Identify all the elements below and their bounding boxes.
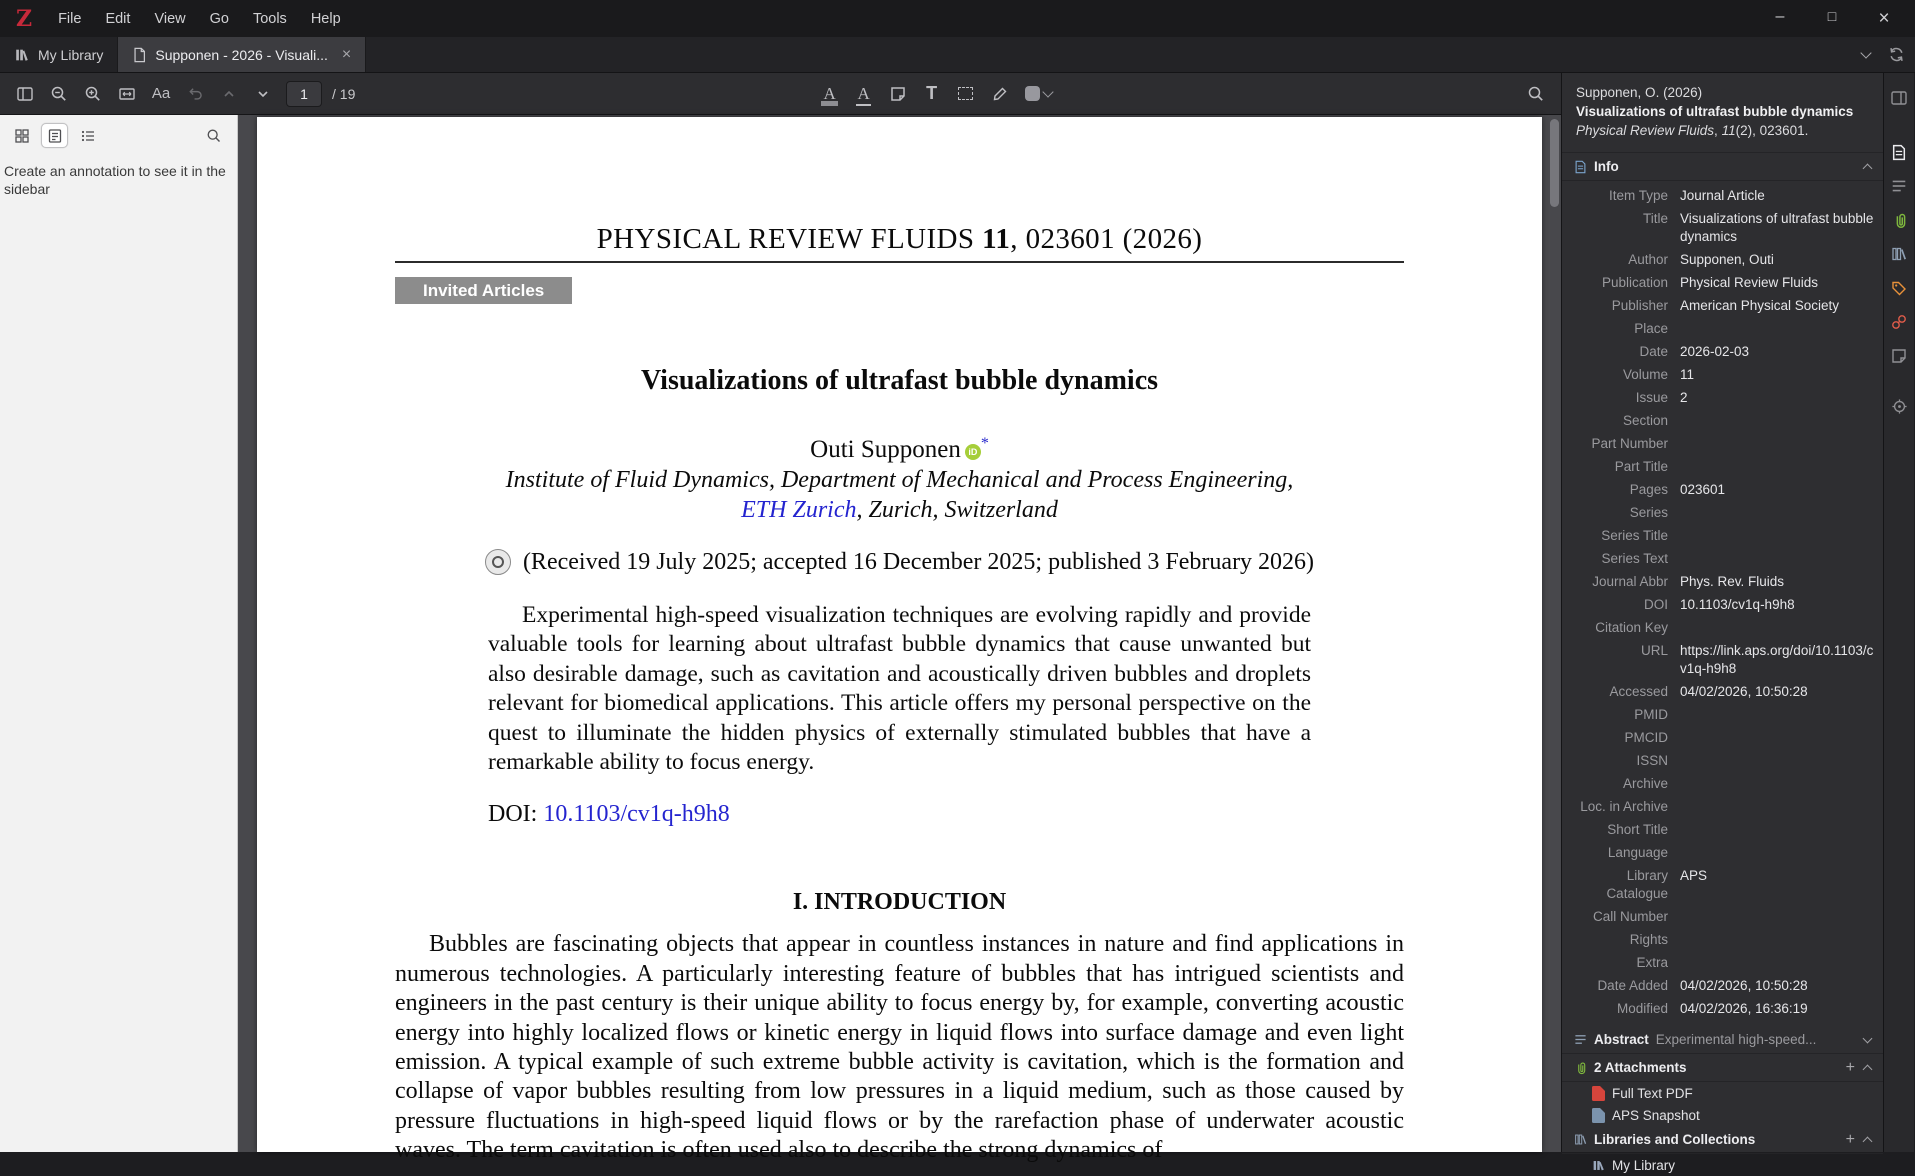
info-field-label: Title <box>1642 210 1668 226</box>
info-field-row <box>1574 271 1875 294</box>
sidenav-abstract-button[interactable] <box>1886 173 1912 199</box>
info-field-label: Language <box>1607 844 1668 860</box>
info-field-label: Rights <box>1629 931 1668 947</box>
info-field-value[interactable]: 04/02/2026, 16:36:19 <box>1680 1000 1808 1016</box>
info-field-row <box>1574 524 1875 547</box>
info-field-label: Date Added <box>1597 977 1668 993</box>
affiliation-line-2: ETH Zurich, Zurich, Switzerland <box>741 497 1058 523</box>
attachment-aps-snapshot[interactable] <box>1562 1104 1883 1126</box>
search-icon <box>1527 85 1545 103</box>
library-item-my-library[interactable] <box>1562 1154 1883 1176</box>
info-field-row <box>1574 864 1875 905</box>
info-field-label: Accessed <box>1609 683 1668 699</box>
menu-edit[interactable]: Edit <box>105 10 131 27</box>
tab-label: Supponen - 2026 - Visuali... <box>155 46 328 63</box>
collapse-info-chevron-icon[interactable] <box>1863 164 1873 174</box>
info-field-label: Modified <box>1616 1000 1668 1016</box>
close-window-button[interactable] <box>1873 8 1895 30</box>
info-field-row <box>1574 726 1875 749</box>
attachments-icon <box>1892 212 1907 229</box>
maximize-button[interactable] <box>1821 8 1843 30</box>
info-field-label: Volume <box>1622 366 1668 382</box>
crossmark-icon[interactable] <box>485 549 511 575</box>
toggle-sidebar-button[interactable] <box>10 79 40 109</box>
menu-tools[interactable]: Tools <box>252 10 287 27</box>
info-field-label: Item Type <box>1608 187 1668 203</box>
info-field-label: ISSN <box>1636 752 1668 768</box>
zoom-out-icon <box>50 85 68 103</box>
tab-label: My Library <box>38 46 104 63</box>
affiliation-line-1: Institute of Fluid Dynamics, Department of Mechanical and Process Engineering, <box>505 467 1294 493</box>
info-section-header[interactable] <box>1562 153 1883 181</box>
info-field-label: Short Title <box>1607 821 1668 837</box>
info-field-label: Extra <box>1636 954 1668 970</box>
info-field-row <box>1574 997 1875 1020</box>
library-item-label: My Library <box>1612 1157 1676 1173</box>
info-field-row <box>1574 703 1875 726</box>
note-tool-button[interactable] <box>883 79 913 109</box>
pdf-document-icon <box>132 47 147 63</box>
citation-source: Physical Review Fluids, 11(2), 023601. <box>1576 123 1809 138</box>
info-field-label: Part Title <box>1614 458 1668 474</box>
info-field-row <box>1574 570 1875 593</box>
my-library-icon <box>1592 1159 1605 1172</box>
author-name: Outi Supponen <box>810 436 961 463</box>
attachments-section-title: 2 Attachments <box>1594 1060 1687 1075</box>
reader-toolbar <box>0 73 1561 115</box>
info-field-label: Loc. in Archive <box>1580 798 1668 814</box>
info-field-label: Series <box>1629 504 1668 520</box>
article-title: Visualizations of ultrafast bubble dynamics <box>640 365 1159 396</box>
library-icon <box>14 47 30 63</box>
info-field-value[interactable]: 04/02/2026, 10:50:28 <box>1680 977 1808 993</box>
menu-file[interactable]: File <box>58 10 82 27</box>
info-field-row <box>1574 207 1875 248</box>
page-up-button[interactable] <box>214 79 244 109</box>
pdf-view[interactable] <box>238 115 1561 1164</box>
info-field-row <box>1574 478 1875 501</box>
info-field-row <box>1574 340 1875 363</box>
info-field-row <box>1574 432 1875 455</box>
info-field-row <box>1574 593 1875 616</box>
annotations-view-button[interactable] <box>41 123 68 148</box>
tab-close-icon[interactable]: × <box>341 45 352 63</box>
sidenav-notes-button[interactable] <box>1886 343 1912 369</box>
annotation-tools-group <box>815 79 1059 109</box>
info-field-row <box>1574 248 1875 271</box>
zoom-page-width-button[interactable] <box>112 79 142 109</box>
info-field-row <box>1574 294 1875 317</box>
menu-help[interactable]: Help <box>310 10 341 27</box>
menu-go[interactable]: Go <box>209 10 229 27</box>
zotero-logo: Z <box>16 5 33 32</box>
citation-title: Visualizations of ultrafast bubble dynamics <box>1576 104 1854 119</box>
underline-icon <box>857 85 869 102</box>
info-field-value[interactable]: 2026-02-03 <box>1680 343 1750 359</box>
pdf-scrollbar[interactable] <box>1550 119 1559 207</box>
info-field-row <box>1574 501 1875 524</box>
outline-icon <box>80 128 96 144</box>
note-icon <box>890 86 906 102</box>
attachments-icon <box>1574 1061 1587 1075</box>
sidebar-search-button[interactable] <box>200 123 227 148</box>
minimize-button[interactable] <box>1769 8 1791 30</box>
collapse-libraries-chevron-icon[interactable] <box>1863 1137 1873 1147</box>
journal-header: PHYSICAL REVIEW FLUIDS 11, 023601 (2026) <box>596 223 1203 255</box>
citation-block <box>1562 73 1883 153</box>
zoom-in-icon <box>84 85 102 103</box>
related-icon <box>1891 314 1907 330</box>
search-icon <box>206 128 222 144</box>
info-field-row <box>1574 772 1875 795</box>
info-field-row <box>1574 951 1875 974</box>
underline-tool-button[interactable] <box>849 79 879 109</box>
page-width-icon <box>118 85 136 103</box>
color-dropdown-chevron-icon <box>1042 86 1053 97</box>
section-heading: I. INTRODUCTION <box>792 889 1007 916</box>
info-field-label: Date <box>1639 343 1668 359</box>
thumbnails-view-button[interactable] <box>8 123 35 148</box>
info-field-row <box>1574 317 1875 340</box>
undo-icon <box>187 85 204 102</box>
toolbar-left-group <box>10 79 355 109</box>
info-field-label: Series Title <box>1601 527 1668 543</box>
undo-button[interactable] <box>180 79 210 109</box>
info-field-row <box>1574 680 1875 703</box>
journal-volume: 11 <box>982 223 1011 255</box>
highlight-tool-button[interactable] <box>815 79 845 109</box>
toolbar-right-group <box>1521 79 1551 109</box>
annotations-empty-message: Create an annotation to see it in the sidebar <box>4 163 226 197</box>
collapse-item-pane-button[interactable] <box>1886 85 1912 111</box>
annotation-color-button[interactable] <box>1019 79 1059 109</box>
annotations-icon <box>47 128 63 144</box>
locate-button[interactable] <box>1886 393 1912 419</box>
outline-view-button[interactable] <box>74 123 101 148</box>
info-field-label: PMID <box>1634 706 1668 722</box>
info-field-value[interactable]: Visualizations of ultrafast bubble dynamics <box>1680 210 1874 244</box>
appearance-icon: Aa <box>151 85 171 102</box>
sidenav-libraries-button[interactable] <box>1886 241 1912 267</box>
info-field-value[interactable]: 023601 <box>1680 481 1726 497</box>
sidebar-view-switcher <box>0 115 237 154</box>
info-field-label: Publisher <box>1611 297 1668 313</box>
received-text: (Received 19 July 2025; accepted 16 December 2025; published 3 February 2026) <box>522 549 1315 575</box>
ink-tool-button[interactable] <box>985 79 1015 109</box>
info-field-row <box>1574 363 1875 386</box>
info-field-row <box>1574 386 1875 409</box>
sidenav-attachments-button[interactable] <box>1886 207 1912 233</box>
info-field-value[interactable]: Journal Article <box>1680 187 1765 203</box>
sync-icon[interactable] <box>1888 46 1905 63</box>
pdf-file-icon <box>1592 1086 1605 1101</box>
info-field-label: Section <box>1622 412 1668 428</box>
zoom-out-button[interactable] <box>44 79 74 109</box>
info-field-label: Author <box>1628 251 1668 267</box>
highlight-icon <box>823 85 835 102</box>
info-field-label: Archive <box>1622 775 1668 791</box>
titlebar <box>0 0 1915 37</box>
window-controls <box>1769 8 1903 30</box>
info-field-value[interactable]: APS <box>1680 867 1708 883</box>
abstract-icon <box>1891 178 1907 194</box>
abstract-section-header[interactable] <box>1562 1026 1883 1054</box>
text-tool-button[interactable] <box>917 79 947 109</box>
info-field-value[interactable]: 2 <box>1680 389 1688 405</box>
attachments-section-header[interactable] <box>1562 1054 1883 1082</box>
area-select-icon <box>958 87 973 100</box>
color-swatch-icon <box>1025 86 1040 101</box>
info-field-label: Series Text <box>1601 550 1668 566</box>
reader-column <box>0 73 1561 1164</box>
info-field-label: PMCID <box>1624 729 1668 745</box>
locate-icon <box>1891 398 1908 415</box>
info-field-label: Citation Key <box>1595 619 1668 635</box>
collapse-pane-icon <box>1890 89 1908 107</box>
info-field-value[interactable]: 11 <box>1680 366 1695 382</box>
orcid-icon[interactable]: iD <box>965 444 981 460</box>
menubar <box>46 6 353 32</box>
menu-view[interactable]: View <box>154 10 186 27</box>
info-icon <box>1891 144 1907 161</box>
zoom-in-button[interactable] <box>78 79 108 109</box>
libraries-icon <box>1891 246 1907 262</box>
tab-document[interactable] <box>118 37 366 72</box>
abstract-preview: Experimental high-speed... <box>1655 1032 1817 1047</box>
thumbnails-icon <box>14 128 30 144</box>
eth-zurich-link[interactable]: ETH Zurich <box>741 497 857 523</box>
appearance-button[interactable] <box>146 79 176 109</box>
body-paragraph: Bubbles are fascinating objects that appear in countless instances in nature and find applications in numerous technologies. A particularly interesting feature of bubbles that has intrigued scientists and engineers in the past century is their unique ability to focus energy by, for example, converting acoustic energy into highly localized flows or kinetic energy in liquid flows into surface damage and even light emission. A typical example of such extreme bubble activity is cavitation, which is the formation and collapse of vapor bubbles resulting from low pressures in a liquid medium, such as those caused by pressure fluctuations in high-speed liquid flows or by the rarefaction phase of underwater acoustic waves. The term cavitation is often used also to describe the strong dynamics of <box>395 931 1404 1164</box>
info-field-value[interactable]: https://link.aps.org/doi/10.1103/cv1q-h9h8 <box>1680 642 1874 676</box>
item-pane <box>1561 73 1883 1173</box>
chevron-down-icon <box>256 87 270 101</box>
info-field-value[interactable]: Physical Review Fluids <box>1680 274 1819 290</box>
libraries-section-title: Libraries and Collections <box>1594 1132 1756 1147</box>
doi-link[interactable]: 10.1103/cv1q-h9h8 <box>543 801 730 828</box>
info-field-row <box>1574 184 1875 207</box>
abstract-icon <box>1574 1033 1587 1046</box>
info-field-label: Library Catalogue <box>1606 867 1668 901</box>
info-field-label: Publication <box>1601 274 1668 290</box>
info-field-row <box>1574 616 1875 639</box>
info-field-row <box>1574 455 1875 478</box>
info-field-label: Journal Abbr <box>1592 573 1668 589</box>
info-field-row <box>1574 749 1875 772</box>
invited-articles-badge: Invited Articles <box>395 277 572 304</box>
info-fields <box>1562 181 1883 1026</box>
attachment-full-text-pdf[interactable] <box>1562 1082 1883 1104</box>
info-field-row <box>1574 818 1875 841</box>
text-icon <box>926 83 937 104</box>
info-field-label: Call Number <box>1592 908 1668 924</box>
doi-line: DOI: 10.1103/cv1q-h9h8 <box>488 801 730 828</box>
info-field-row <box>1574 841 1875 864</box>
info-field-value[interactable]: American Physical Society <box>1680 297 1840 313</box>
info-field-value[interactable]: Supponen, Outi <box>1680 251 1774 267</box>
tab-my-library[interactable] <box>0 37 118 72</box>
info-field-label: Issue <box>1635 389 1668 405</box>
info-field-row <box>1574 639 1875 680</box>
add-to-collection-button[interactable] <box>1844 1134 1857 1146</box>
find-in-document-button[interactable] <box>1521 79 1551 109</box>
info-field-row <box>1574 928 1875 951</box>
chevron-up-icon <box>222 87 236 101</box>
tags-icon <box>1891 280 1907 296</box>
info-field-row <box>1574 905 1875 928</box>
pen-icon <box>992 86 1008 102</box>
area-tool-button[interactable] <box>951 79 981 109</box>
expand-abstract-chevron-icon[interactable] <box>1863 1034 1873 1044</box>
pdf-page <box>257 117 1542 1164</box>
sidebar-toggle-icon <box>16 85 34 103</box>
info-field-label: DOI <box>1643 596 1668 612</box>
info-field-row <box>1574 795 1875 818</box>
info-section-title: Info <box>1594 159 1619 174</box>
author-footnote-link[interactable]: * <box>980 435 989 452</box>
info-field-label: Pages <box>1629 481 1668 497</box>
page-total-label: / 19 <box>332 85 356 102</box>
info-icon <box>1574 160 1587 174</box>
info-field-label: URL <box>1640 642 1668 658</box>
notes-icon <box>1891 348 1907 364</box>
sidenav-related-button[interactable] <box>1886 309 1912 335</box>
tab-list-chevron-icon[interactable] <box>1860 47 1871 58</box>
info-field-value[interactable]: 04/02/2026, 10:50:28 <box>1680 683 1808 699</box>
received-line <box>395 547 1404 577</box>
abstract-section-title: Abstract <box>1594 1032 1649 1047</box>
info-field-label: Place <box>1634 320 1668 336</box>
libraries-icon <box>1574 1133 1587 1146</box>
sidenav-tags-button[interactable] <box>1886 275 1912 301</box>
tabbar-right-controls <box>1862 37 1915 72</box>
info-field-row <box>1574 974 1875 997</box>
libraries-section-header[interactable] <box>1562 1126 1883 1154</box>
sidenav-info-button[interactable] <box>1886 139 1912 165</box>
attachment-label: APS Snapshot <box>1612 1107 1700 1123</box>
item-pane-sidenav <box>1883 73 1914 1152</box>
info-field-row <box>1574 409 1875 432</box>
citation-author-year: Supponen, O. (2026) <box>1576 85 1703 100</box>
page-down-button[interactable] <box>248 79 278 109</box>
info-field-value[interactable]: 10.1103/cv1q-h9h8 <box>1680 596 1795 612</box>
annotations-sidebar <box>0 115 238 1152</box>
info-field-value[interactable]: Phys. Rev. Fluids <box>1680 573 1785 589</box>
author-line <box>395 429 1404 465</box>
page-number-input[interactable] <box>286 81 322 107</box>
snapshot-file-icon <box>1592 1108 1605 1123</box>
abstract-paragraph: Experimental high-speed visualization techniques are evolving rapidly and provide valuable tools for learning about ultrafast bubble dynamics that cause unwanted but also desirable damage, such as cavitation and acoustically driven bubbles and droplets relevant for biomedical applications. This article offers my personal perspective on the quest to illuminate the hidden physics of externally stimulated bubbles that have a remarkable ability to focus energy. <box>488 602 1311 776</box>
info-field-row <box>1574 547 1875 570</box>
attachment-label: Full Text PDF <box>1612 1085 1693 1101</box>
tab-bar <box>0 37 1915 73</box>
collapse-attachments-chevron-icon[interactable] <box>1863 1065 1873 1075</box>
info-field-label: Part Number <box>1591 435 1668 451</box>
add-attachment-button[interactable] <box>1844 1062 1857 1074</box>
